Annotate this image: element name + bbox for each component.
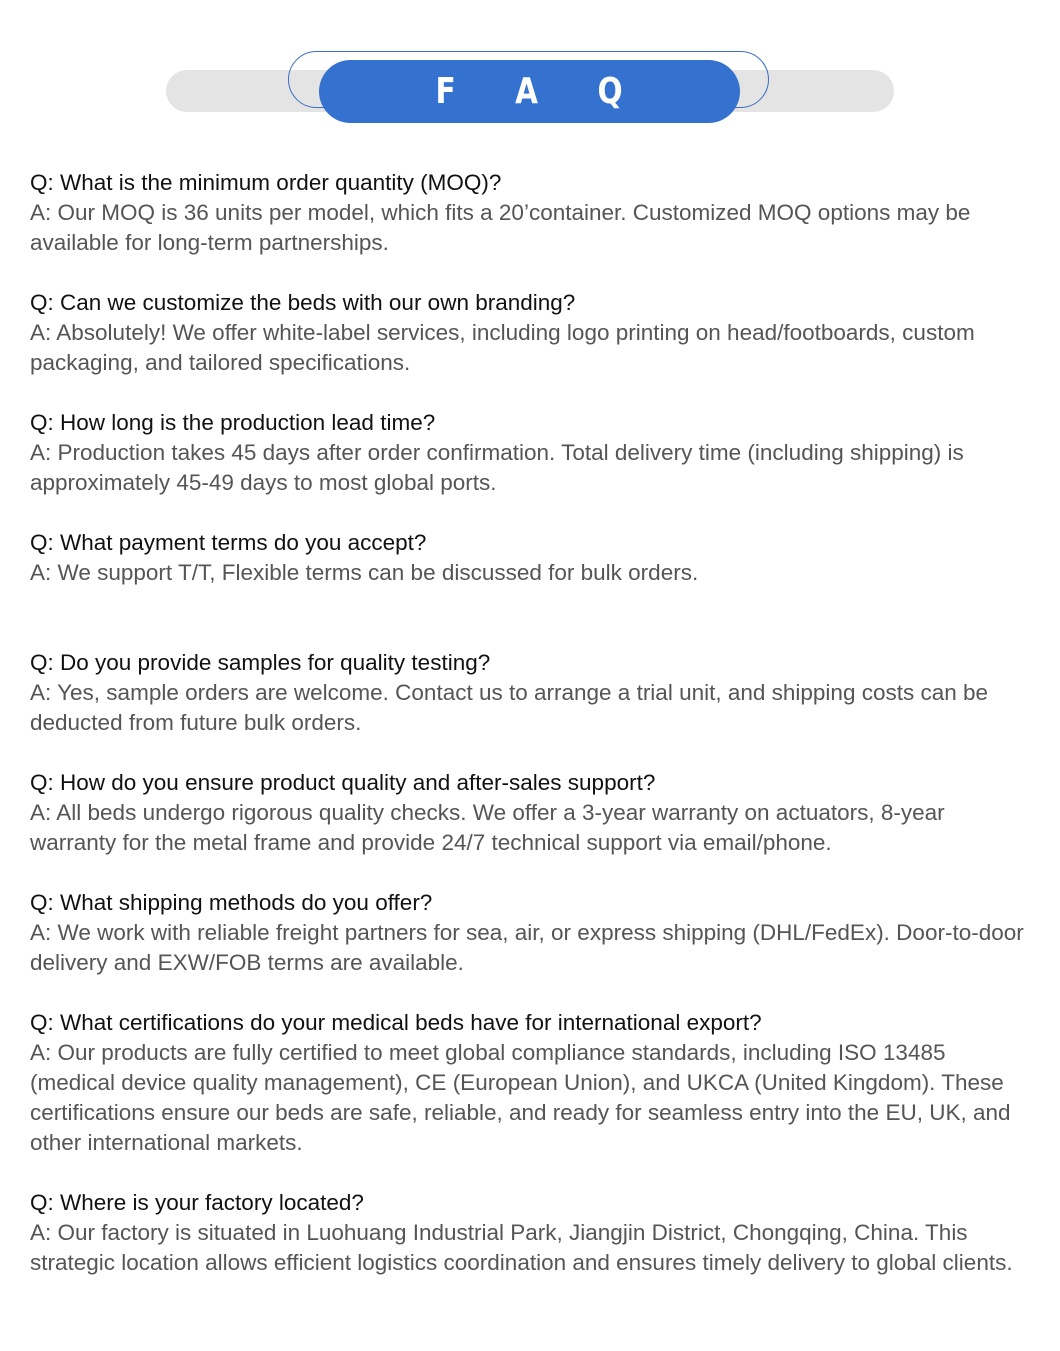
- faq-question: Q: What certifications do your medical beds have for international export?: [30, 1010, 762, 1035]
- faq-item-payment: [30, 528, 1030, 588]
- faq-item-quality: [30, 768, 1030, 858]
- faq-question: Q: What is the minimum order quantity (MOQ)?: [30, 170, 502, 195]
- faq-item-samples: [30, 648, 1030, 738]
- faq-answer: A: Absolutely! We offer white-label services, including logo printing on head/footboards, custom packaging, and tailored specifications.: [30, 320, 975, 375]
- faq-question: Q: What payment terms do you accept?: [30, 530, 427, 555]
- faq-question: Q: Can we customize the beds with our own branding?: [30, 290, 576, 315]
- faq-item-shipping: [30, 888, 1030, 978]
- faq-item-factory: [30, 1188, 1030, 1278]
- faq-question: Q: Where is your factory located?: [30, 1190, 364, 1215]
- faq-answer: A: Our MOQ is 36 units per model, which fits a 20’container. Customized MOQ options may be available for long-term partnerships.: [30, 200, 971, 255]
- faq-answer: A: Our products are fully certified to meet global compliance standards, including ISO 13485 (medical device quality management), CE (European Union), and UKCA (United Kingdom). These certifications ensure our beds are safe, reliable, and ready for seamless entry into the EU, UK, and other international markets.: [30, 1040, 1011, 1155]
- faq-answer: A: Yes, sample orders are welcome. Contact us to arrange a trial unit, and shipping costs can be deducted from future bulk orders.: [30, 680, 989, 735]
- faq-item-branding: [30, 288, 1030, 378]
- faq-question: Q: What shipping methods do you offer?: [30, 890, 433, 915]
- faq-item-certifications: [30, 1008, 1030, 1158]
- faq-answer: A: We support T/T, Flexible terms can be discussed for bulk orders.: [30, 560, 699, 585]
- faq-answer: A: Our factory is situated in Luohuang Industrial Park, Jiangjin District, Chongqing, China. This strategic location allows efficient logistics coordination and ensures timely delivery to global clients.: [30, 1220, 1013, 1275]
- header-pill: [319, 60, 740, 123]
- faq-question: Q: How long is the production lead time?: [30, 410, 436, 435]
- faq-answer: A: Production takes 45 days after order confirmation. Total delivery time (including shipping) is approximately 45-49 days to most global ports.: [30, 440, 964, 495]
- faq-question: Q: How do you ensure product quality and after-sales support?: [30, 770, 656, 795]
- faq-item-lead-time: [30, 408, 1030, 498]
- faq-question: Q: Do you provide samples for quality testing?: [30, 650, 491, 675]
- faq-title: F A Q: [435, 70, 648, 112]
- faq-header: [0, 0, 1060, 140]
- faq-answer: A: We work with reliable freight partners for sea, air, or express shipping (DHL/FedEx). Door-to-door delivery and EXW/FOB terms are available.: [30, 920, 1024, 975]
- faq-answer: A: All beds undergo rigorous quality checks. We offer a 3-year warranty on actuators, 8-year warranty for the metal frame and provide 24/7 technical support via email/phone.: [30, 800, 945, 855]
- faq-item-moq: [30, 168, 1030, 258]
